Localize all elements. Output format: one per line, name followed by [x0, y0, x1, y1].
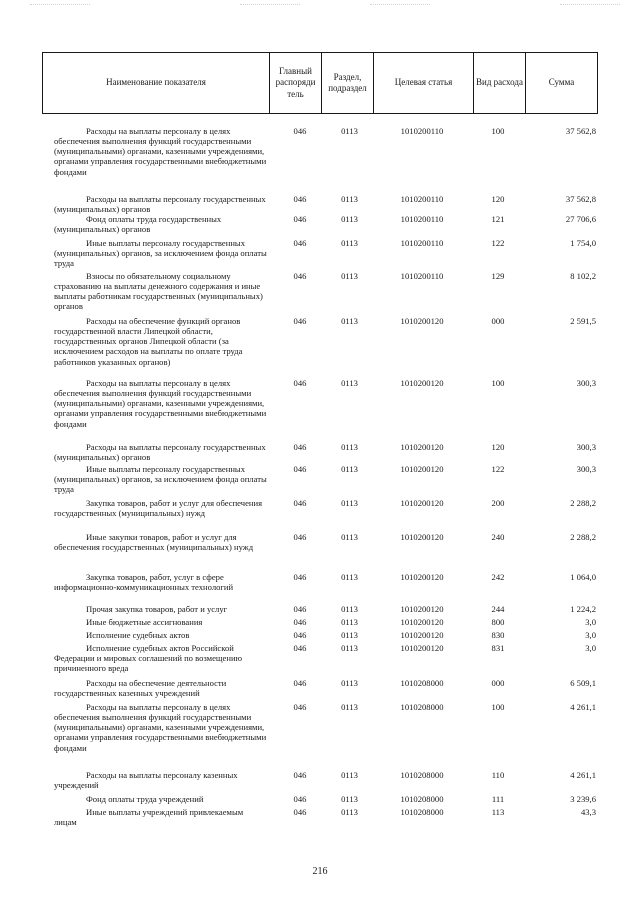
- row-main-manager: 046: [293, 316, 307, 326]
- row-name: Расходы на выплаты персоналу в целях обеспечения выполнения функций государственными (муниципальными) органами, казенными учреждениями, органами управления государственными внебюджетными фондами: [54, 702, 267, 753]
- scan-artifact: [30, 4, 90, 7]
- row-section: 0113: [341, 214, 358, 224]
- row-target-article: 1010208000: [400, 794, 444, 804]
- row-name: Иные выплаты персоналу государственных (муниципальных) органов, за исключением фонда оплаты труда: [54, 238, 267, 269]
- row-sum: 8 102,2: [570, 271, 596, 281]
- header-sum-column: Сумма: [525, 53, 597, 113]
- row-main-manager: 046: [293, 442, 307, 452]
- row-expense-type: 129: [491, 271, 505, 281]
- row-sum: 3,0: [585, 643, 596, 653]
- header-expense-type-column: Вид расхода: [473, 53, 525, 113]
- row-target-article: 1010200110: [400, 194, 444, 204]
- row-section: 0113: [341, 316, 358, 326]
- row-expense-type: 110: [491, 770, 505, 780]
- row-name: Закупка товаров, работ и услуг для обеспечения государственных (муниципальных) нужд: [54, 498, 263, 519]
- row-expense-type: 120: [491, 194, 505, 204]
- scan-artifact: [560, 4, 620, 7]
- row-main-manager: 046: [293, 126, 307, 136]
- row-main-manager: 046: [293, 464, 307, 474]
- row-section: 0113: [341, 378, 358, 388]
- row-section: 0113: [341, 126, 358, 136]
- row-expense-type: 244: [491, 604, 505, 614]
- row-name: Исполнение судебных актов Российской Федерации и мировых соглашений по возмещению причиненного вреда: [54, 643, 242, 674]
- row-expense-type: 122: [491, 464, 505, 474]
- row-expense-type: 242: [491, 572, 505, 582]
- row-section: 0113: [341, 770, 358, 780]
- header-section-column: Раздел, подраздел: [321, 53, 373, 113]
- row-section: 0113: [341, 532, 358, 542]
- row-target-article: 1010208000: [400, 678, 444, 688]
- row-sum: 1 064,0: [570, 572, 596, 582]
- row-name: Расходы на выплаты персоналу казенных учреждений: [54, 770, 238, 791]
- row-target-article: 1010200120: [400, 572, 444, 582]
- row-expense-type: 120: [491, 442, 505, 452]
- row-sum: 1 754,0: [570, 238, 596, 248]
- row-name: Иные бюджетные ассигнования: [86, 617, 203, 627]
- row-target-article: 1010208000: [400, 770, 444, 780]
- row-main-manager: 046: [293, 630, 307, 640]
- row-section: 0113: [341, 238, 358, 248]
- table-header: [42, 52, 598, 114]
- row-name: Иные выплаты учреждений привлекаемым лицам: [54, 807, 244, 828]
- row-target-article: 1010200120: [400, 498, 444, 508]
- row-name: Прочая закупка товаров, работ и услуг: [86, 604, 228, 614]
- row-sum: 4 261,1: [570, 702, 596, 712]
- row-section: 0113: [341, 271, 358, 281]
- row-expense-type: 200: [491, 498, 505, 508]
- row-target-article: 1010200110: [400, 271, 444, 281]
- row-target-article: 1010200120: [400, 617, 444, 627]
- row-name: Исполнение судебных актов: [86, 630, 190, 640]
- row-sum: 4 261,1: [570, 770, 596, 780]
- row-target-article: 1010200120: [400, 442, 444, 452]
- row-target-article: 1010200120: [400, 643, 444, 653]
- row-expense-type: 121: [491, 214, 505, 224]
- header-main-manager-column: Главный распоряди тель: [269, 53, 321, 113]
- row-name: Расходы на обеспечение функций органов государственной власти Липецкой области, государственных органов Липецкой области (за исключением расходов на выплаты по оплате труда работников указанных органов): [54, 316, 243, 367]
- header-target-article-column: Целевая статья: [373, 53, 473, 113]
- row-section: 0113: [341, 807, 358, 817]
- row-main-manager: 046: [293, 194, 307, 204]
- row-sum: 300,3: [576, 378, 596, 388]
- row-main-manager: 046: [293, 214, 307, 224]
- row-main-manager: 046: [293, 794, 307, 804]
- row-expense-type: 000: [491, 316, 505, 326]
- row-target-article: 1010200120: [400, 464, 444, 474]
- row-sum: 27 706,6: [565, 214, 596, 224]
- row-expense-type: 122: [491, 238, 505, 248]
- row-main-manager: 046: [293, 617, 307, 627]
- row-main-manager: 046: [293, 604, 307, 614]
- row-section: 0113: [341, 630, 358, 640]
- row-name: Фонд оплаты труда учреждений: [86, 794, 204, 804]
- row-section: 0113: [341, 678, 358, 688]
- row-sum: 37 562,8: [565, 194, 596, 204]
- row-sum: 300,3: [576, 464, 596, 474]
- row-sum: 300,3: [576, 442, 596, 452]
- header-name-column: Наименование показателя: [106, 77, 206, 88]
- row-main-manager: 046: [293, 378, 307, 388]
- row-main-manager: 046: [293, 572, 307, 582]
- row-expense-type: 240: [491, 532, 505, 542]
- row-target-article: 1010200110: [400, 238, 444, 248]
- row-section: 0113: [341, 643, 358, 653]
- row-sum: 3,0: [585, 617, 596, 627]
- row-target-article: 1010200120: [400, 630, 444, 640]
- row-main-manager: 046: [293, 238, 307, 248]
- row-expense-type: 100: [491, 702, 505, 712]
- row-expense-type: 831: [491, 643, 505, 653]
- row-main-manager: 046: [293, 770, 307, 780]
- row-target-article: 1010200120: [400, 316, 444, 326]
- row-name: Расходы на выплаты персоналу государственных (муниципальных) органов: [54, 442, 266, 463]
- row-main-manager: 046: [293, 532, 307, 542]
- row-sum: 1 224,2: [570, 604, 596, 614]
- scan-artifact: [370, 4, 430, 7]
- row-target-article: 1010200120: [400, 378, 444, 388]
- row-name: Расходы на выплаты персоналу государственных (муниципальных) органов: [54, 194, 266, 215]
- row-target-article: 1010208000: [400, 807, 444, 817]
- row-target-article: 1010208000: [400, 702, 444, 712]
- row-main-manager: 046: [293, 807, 307, 817]
- row-name: Иные выплаты персоналу государственных (муниципальных) органов, за исключением фонда оплаты труда: [54, 464, 267, 495]
- row-section: 0113: [341, 617, 358, 627]
- row-main-manager: 046: [293, 678, 307, 688]
- row-main-manager: 046: [293, 702, 307, 712]
- row-expense-type: 111: [491, 794, 505, 804]
- row-sum: 37 562,8: [565, 126, 596, 136]
- row-section: 0113: [341, 498, 358, 508]
- row-section: 0113: [341, 464, 358, 474]
- row-name: Расходы на выплаты персоналу в целях обеспечения выполнения функций государственными (муниципальными) органами, казенными учреждениями, органами управления государственными внебюджетными фондами: [54, 126, 267, 177]
- row-sum: 3,0: [585, 630, 596, 640]
- row-target-article: 1010200110: [400, 126, 444, 136]
- row-main-manager: 046: [293, 498, 307, 508]
- row-target-article: 1010200110: [400, 214, 444, 224]
- row-sum: 6 509,1: [570, 678, 596, 688]
- row-name: Иные закупки товаров, работ и услуг для обеспечения государственных (муниципальных) нужд: [54, 532, 254, 553]
- row-section: 0113: [341, 194, 358, 204]
- row-main-manager: 046: [293, 271, 307, 281]
- row-sum: 2 288,2: [570, 498, 596, 508]
- row-expense-type: 830: [491, 630, 505, 640]
- row-section: 0113: [341, 702, 358, 712]
- row-target-article: 1010200120: [400, 532, 444, 542]
- page-number: 216: [312, 866, 328, 877]
- row-section: 0113: [341, 572, 358, 582]
- row-expense-type: 000: [491, 678, 505, 688]
- scan-artifact: [240, 4, 300, 7]
- row-expense-type: 100: [491, 126, 505, 136]
- row-name: Расходы на выплаты персоналу в целях обеспечения выполнения функций государственными (муниципальными) органами, казенными учреждениями, органами управления государственными внебюджетными фондами: [54, 378, 267, 429]
- row-section: 0113: [341, 794, 358, 804]
- row-sum: 3 239,6: [570, 794, 596, 804]
- row-name: Закупка товаров, работ, услуг в сфере информационно-коммуникационных технологий: [54, 572, 234, 593]
- row-expense-type: 113: [491, 807, 505, 817]
- row-name: Фонд оплаты труда государственных (муниципальных) органов: [54, 214, 222, 235]
- row-section: 0113: [341, 442, 358, 452]
- row-main-manager: 046: [293, 643, 307, 653]
- row-sum: 2 288,2: [570, 532, 596, 542]
- row-target-article: 1010200120: [400, 604, 444, 614]
- row-sum: 43,3: [580, 807, 596, 817]
- row-name: Взносы по обязательному социальному страхованию на выплаты денежного содержания и иные выплаты работникам государственных (муниципальных) органов: [54, 271, 263, 312]
- row-expense-type: 100: [491, 378, 505, 388]
- row-name: Расходы на обеспечение деятельности государственных казенных учреждений: [54, 678, 227, 699]
- row-section: 0113: [341, 604, 358, 614]
- row-sum: 2 591,5: [570, 316, 596, 326]
- row-expense-type: 800: [491, 617, 505, 627]
